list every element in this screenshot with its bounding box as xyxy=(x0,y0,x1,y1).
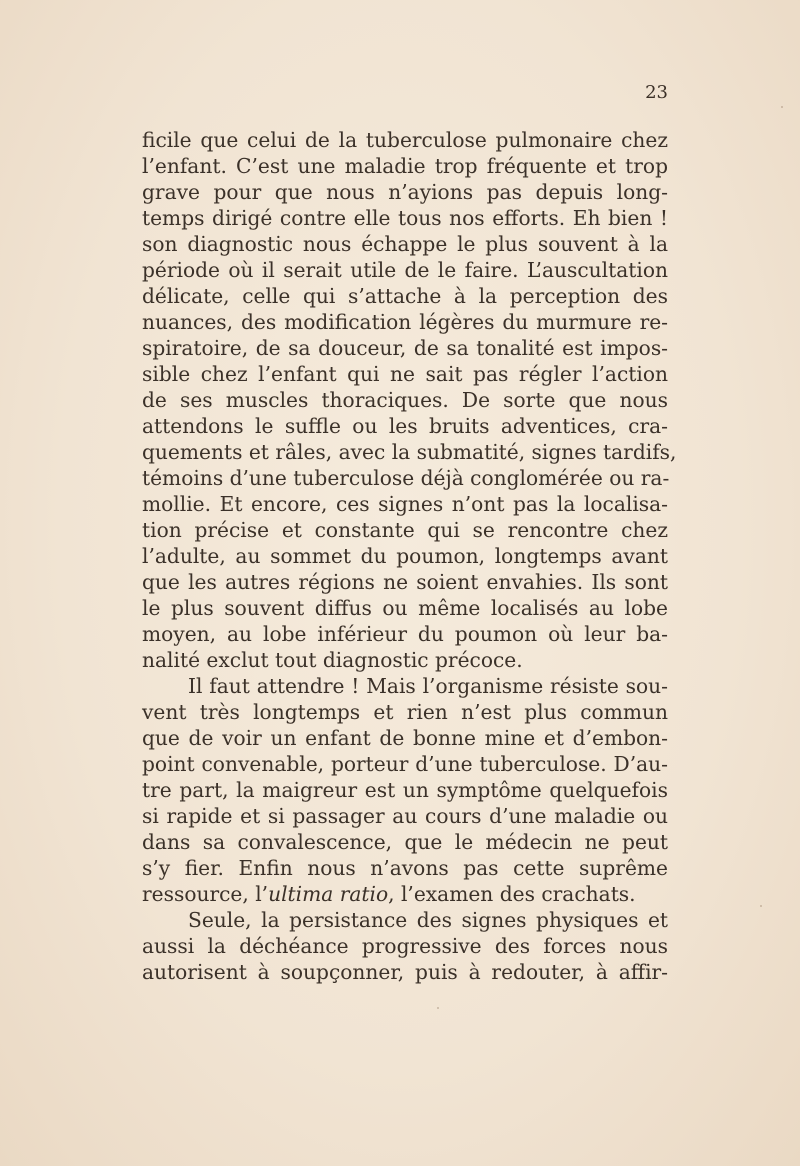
text-line: son diagnostic nous échappe le plus souvent à la xyxy=(142,232,668,256)
text-line: si rapide et si passager au cours d’une maladie ou xyxy=(142,804,668,828)
text-line: sible chez l’enfant qui ne sait pas régler l’action xyxy=(142,362,668,386)
text-line: l’adulte, au sommet du poumon, longtemps avant xyxy=(142,544,668,568)
text-line: l’enfant. C’est une maladie trop fréquente et trop xyxy=(142,154,668,178)
text-line: que les autres régions ne soient envahies. Ils sont xyxy=(142,570,668,594)
text-run: , l’examen des crachats. xyxy=(388,882,636,906)
text-run: ressource, l’ xyxy=(142,882,269,906)
text-line: ficile que celui de la tuberculose pulmonaire chez xyxy=(142,128,668,152)
text-line: que de voir un enfant de bonne mine et d’embon- xyxy=(142,726,668,750)
text-line: temps dirigé contre elle tous nos efforts. Eh bien ! xyxy=(142,206,668,230)
text-line: aussi la déchéance progressive des forces nous xyxy=(142,934,668,958)
text-line: spiratoire, de sa douceur, de sa tonalité est impos- xyxy=(142,336,668,360)
text-line: moyen, au lobe inférieur du poumon où leur ba- xyxy=(142,622,668,646)
paper-speck xyxy=(437,1007,439,1009)
text-line: dans sa convalescence, que le médecin ne peut xyxy=(142,830,668,854)
text-line: quements et râles, avec la submatité, signes tardifs, xyxy=(142,440,677,464)
text-line xyxy=(142,881,668,907)
text-line: vent très longtemps et rien n’est plus commun xyxy=(142,700,668,724)
text-line: nalité exclut tout diagnostic précoce. xyxy=(142,648,523,672)
paper-speck xyxy=(760,905,762,907)
text-line: témoins d’une tuberculose déjà conglomérée ou ra- xyxy=(142,466,670,490)
text-line: période où il serait utile de le faire. L’auscultation xyxy=(142,258,668,282)
text-line: le plus souvent diffus ou même localisés au lobe xyxy=(142,596,668,620)
text-line: s’y fier. Enfin nous n’avons pas cette suprême xyxy=(142,856,668,880)
text-line: attendons le suffle ou les bruits adventices, cra- xyxy=(142,414,668,438)
text-line: Il faut attendre ! Mais l’organisme résiste sou- xyxy=(188,674,668,698)
text-line: nuances, des modification légères du murmure re- xyxy=(142,310,668,334)
text-line: Seule, la persistance des signes physiques et xyxy=(188,908,668,932)
text-line: autorisent à soupçonner, puis à redouter, à affir- xyxy=(142,960,668,984)
text-line: point convenable, porteur d’une tuberculose. D’au- xyxy=(142,752,668,776)
text-line: mollie. Et encore, ces signes n’ont pas la localisa- xyxy=(142,492,668,516)
body-text xyxy=(142,127,677,985)
text-line: délicate, celle qui s’attache à la perception des xyxy=(142,284,668,308)
paper-speck xyxy=(781,106,783,108)
text-line: de ses muscles thoraciques. De sorte que nous xyxy=(142,388,668,412)
text-line: grave pour que nous n’ayions pas depuis long- xyxy=(142,180,668,204)
italic-phrase: ultima ratio xyxy=(268,882,389,906)
text-line: tre part, la maigreur est un symptôme quelquefois xyxy=(142,778,668,802)
text-line: tion précise et constante qui se rencontre chez xyxy=(142,518,668,542)
page-number: 23 xyxy=(645,82,668,103)
